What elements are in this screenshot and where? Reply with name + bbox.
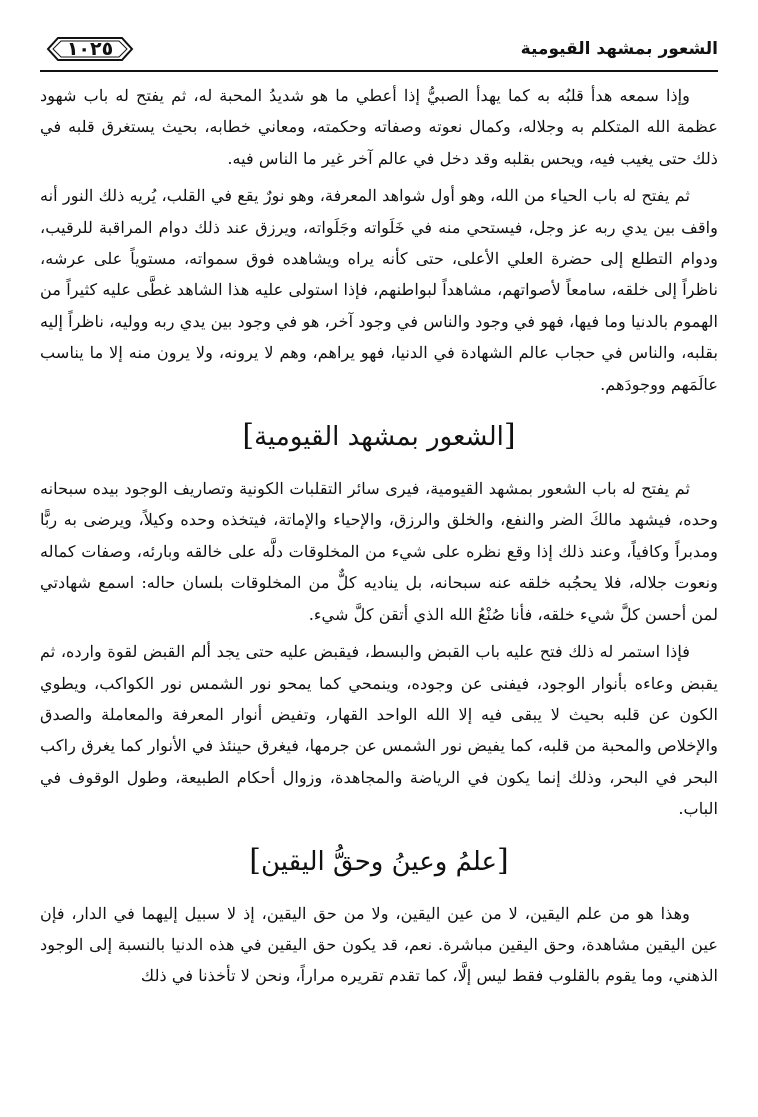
- heading-text: علمُ وعينُ وحقُّ اليقين: [260, 846, 498, 877]
- body-text: [40, 80, 718, 992]
- section-heading-yaqin: [40, 843, 718, 878]
- page-number: ١٠٢٥: [66, 38, 114, 60]
- page-number-frame: [44, 34, 136, 64]
- page-header: [40, 28, 718, 72]
- book-page: [40, 28, 718, 1108]
- heading-bracket-open: [: [503, 418, 516, 454]
- heading-text: الشعور بمشهد القيومية: [254, 422, 504, 453]
- paragraph: ثم يفتح له باب الحياء من الله، وهو أول شواهد المعرفة، وهو نورٌ يقع في القلب، يُريه ذلك النور أنه واقف بين يدي ربه عز وجل، فيستحي منه في خَلَواته وجَلَواته، ويرزق عند ذلك دوام المراقبة للرقيب، ودوام التطلع إلى حضرة العلي الأعلى، حتى كأنه يراه ويشاهده فوق سمواته، مستوياً على عرشه، ناظراً إلى خلقه، سامعاً لأصواتهم، مشاهداً لبواطنهم، فإذا استولى عليه هذا الشاهد غطَّى عليه كثيراً من الهموم بالدنيا وما فيها، فهو في وجود والناس في وجود آخر، هو في وجود بين يدي ربه ووليه، ناظراً إليه بقلبه، والناس في حجاب عالم الشهادة في الدنيا، فهو يراهم، وهم لا يرونه، ولا يرون منه إلا ما يناسب عالَمَهم ووجودَهم.: [40, 186, 718, 394]
- paragraph: فإذا استمر له ذلك فتح عليه باب القبض والبسط، فيقبض عليه حتى يجد ألم القبض لقوة وارده، ثم يقبض وعاءه بأنوار الوجود، فيفنى عن وجوده، وينمحي كما يمحو نور الشمس نور الكواكب، ويطوي الكون عن قلبه بحيث لا يبقى فيه إلا الله الواحد القهار، وتفيض أنوار المعرفة والمعاملة والصدق والإخلاص والمحبة من قلبه، كما يفيض نور الشمس عن جرمها، فيغرق حينئذ في الأنوار كما يغرق راكب البحر في البحر، وذلك إنما يكون في الرياضة والمجاهدة، وزوال أحكام الطبيعة، وطول الوقوف في الباب.: [40, 642, 718, 819]
- heading-bracket-close: ]: [242, 418, 255, 454]
- section-heading-qayyumiyyah: [40, 418, 718, 453]
- heading-bracket-open: [: [497, 842, 509, 878]
- paragraph: ثم يفتح له باب الشعور بمشهد القيومية، فيرى سائر التقلبات الكونية وتصاريف الوجود بيده سبحانه وحده، فيشهد مالكَ الضر والنفع، والخلق والرزق، والإحياء والإماتة، فيتخذه وحده وكيلاً، ويرضى به ربًّا ومدبراً وكافياً، وعند ذلك إذا وقع نظره على شيء من المخلوقات دلَّه على خالقه وبارئه، وصفات كماله ونعوت جلاله، فلا يحجُبه خلقه عنه سبحانه، بل يناديه كلٌّ من المخلوقات بلسان حاله: اسمع شهادتي لمن أحسن كلَّ شيء خلقه، فأنا صُنْعُ الله الذي أتقن كلَّ شيء.: [40, 479, 718, 624]
- paragraph: وإذا سمعه هدأ قلبُه به كما يهدأ الصبيُّ إذا أعطي ما هو شديدُ المحبة له، ثم يفتح له باب شهود عظمة الله المتكلم به وجلاله، وكمال نعوته وصفاته وحكمته، ومعاني خطابه، بحيث يستغرق قلبه في ذلك حتى يغيب فيه، ويحس بقلبه وقد دخل في عالم آخر غير ما الناس فيه.: [40, 86, 718, 168]
- paragraph: وهذا هو من علم اليقين، لا من عين اليقين، ولا من حق اليقين، إذ لا سبيل إليهما في الدار، فإن عين اليقين مشاهدة، وحق اليقين مباشرة. نعم، قد يكون حق اليقين في هذه الدنيا بالنسبة إلى الوجود الذهني، وما يقوم بالقلوب فقط ليس إلَّا، كما تقدم تقريره مراراً، ونحن لا تأخذنا في ذلك: [40, 903, 718, 986]
- running-title: الشعور بمشهد القيومية: [520, 39, 718, 59]
- heading-bracket-close: ]: [249, 842, 261, 878]
